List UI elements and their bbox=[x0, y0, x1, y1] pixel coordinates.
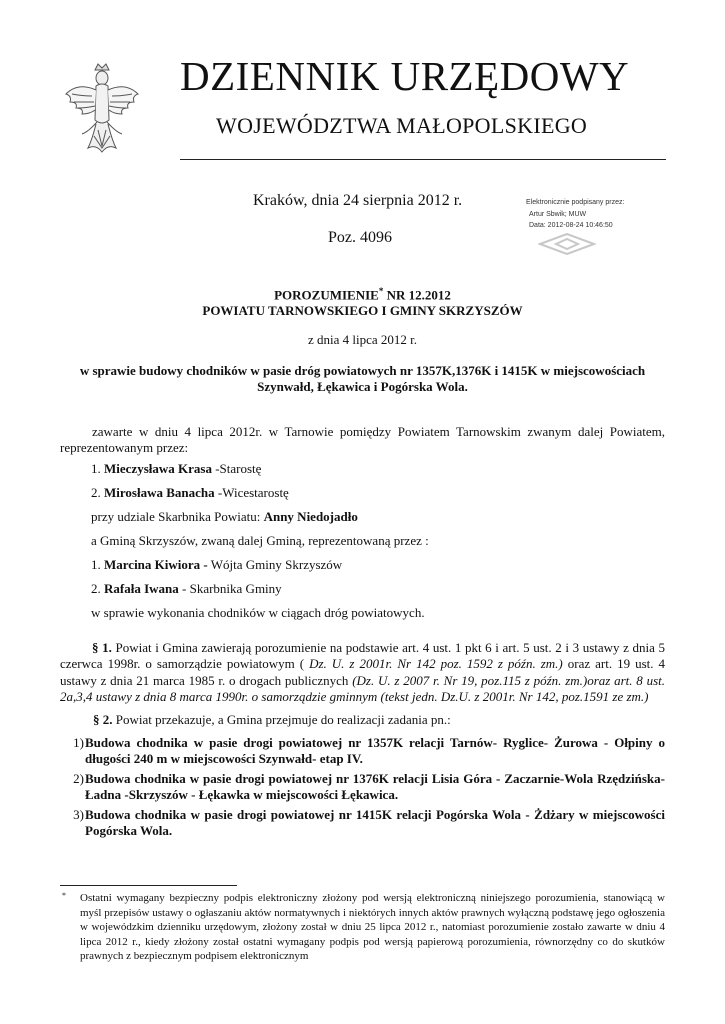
document-date: z dnia 4 lipca 2012 r. bbox=[307, 332, 418, 347]
gmina-representative-1: 1. Marcina Kiwiora - Wójta Gminy Skrzyszów bbox=[91, 557, 343, 572]
footnote-text: Ostatni wymagany bezpieczny podpis elektroniczny złożony pod wersją elektroniczną niniejszego porozumienia, stanowiącą w myśl przepisów ustawy o ogłaszaniu aktów normatywnych i niektórych innych aktów prawnych wyłączną podstawę jego ogłoszenia w wojewódzkim dzienniku urzędowym, złożony został w dniu 25 lipca 2012 r., natomiast porozumienie zostało zawarte w dniu 4 lipca 2012 r., kiedy złożony został ostatni wymagany podpis pod wersją papierową porozumienia, równorzędny co do skutków prawnych z bezpiecznym podpisem elektronicznym bbox=[80, 892, 665, 963]
signature-line-1: Elektronicznie podpisany przez: bbox=[526, 199, 625, 206]
powiat-representative-2: 2. Mirosława Banacha -Wicestarostę bbox=[91, 485, 289, 500]
gmina-line: a Gminą Skrzyszów, zwaną dalej Gminą, reprezentowaną przez : bbox=[91, 533, 429, 548]
task-text: Budowa chodnika w pasie drogi powiatowej nr 1357K relacji Tarnów- Ryglice- Żurowa - Ołpiny o długości 240 m w miejscowości Szynwałd- etap IV. bbox=[85, 735, 665, 767]
task-item-2 bbox=[60, 771, 665, 804]
position-number: Poz. 4096 bbox=[328, 229, 392, 246]
task-text: Budowa chodnika w pasie drogi powiatowej nr 1376K relacji Lisia Góra - Zaczarnie-Wola Rzędzińska-Ładna -Skrzyszów - Łękawka w miejscowości Łękawica. bbox=[85, 771, 665, 803]
task-item-1 bbox=[60, 735, 665, 768]
footnote-marker: * bbox=[62, 891, 66, 900]
task-item-3 bbox=[60, 807, 665, 840]
task-number: 1) bbox=[73, 735, 84, 750]
task-text: Budowa chodnika w pasie drogi powiatowej nr 1415K relacji Pogórska Wola - Żdżary w miejscowości Pogórska Wola. bbox=[85, 807, 665, 839]
journal-title: DZIENNIK URZĘDOWY bbox=[180, 53, 630, 99]
journal-subtitle: WOJEWÓDZTWA MAŁOPOLSKIEGO bbox=[216, 113, 588, 138]
task-number: 2) bbox=[73, 771, 84, 786]
issue-date: Kraków, dnia 24 sierpnia 2012 r. bbox=[253, 192, 463, 209]
header-divider bbox=[180, 159, 666, 160]
signature-line-2: Artur Sbwik; MUW bbox=[529, 210, 587, 218]
footnote-marker: * bbox=[378, 286, 384, 296]
gmina-representative-2: 2. Rafała Iwana - Skarbnika Gminy bbox=[91, 581, 282, 596]
treasurer-line: przy udziale Skarbnika Powiatu: Anny Niedojadło bbox=[91, 509, 358, 524]
electronic-signature-block bbox=[526, 197, 624, 232]
eagle-emblem-icon bbox=[62, 60, 142, 160]
signature-stamp-icon bbox=[538, 233, 596, 255]
document-title: POROZUMIENIE* NR 12.2012 POWIATU TARNOWSKIEGO I GMINY SKRZYSZÓW bbox=[202, 286, 523, 319]
powiat-representative-1: 1. Mieczysława Krasa -Starostę bbox=[91, 461, 262, 476]
document-subject: w sprawie budowy chodników w pasie dróg powiatowych nr 1357K,1376K i 1415K w miejscowościach Szynwałd, Łękawica i Pogórska Wola. bbox=[79, 363, 646, 394]
task-number: 3) bbox=[73, 807, 84, 822]
section-1-paragraph: § 1. Powiat i Gmina zawierają porozumienie na podstawie art. 4 ust. 1 pkt 6 i art. 5 ust. 2 i 3 ustawy z dnia 5 czerwca 1998r. o samorządzie powiatowym ( Dz. U. z 2001r. Nr 142 poz. 1592 z późn. zm.) oraz art. 19 ust. 4 ustawy z dnia 21 marca 1985 r. o drogach publicznych (Dz. U. z 2007 r. Nr 19, poz.115 z późn. zm.)oraz art. 8 ust. 2a,3,4 ustawy z dnia 8 marca 1990r. o samorządzie gminnym (tekst jedn. Dz.U. z 2001r. Nr 142, poz.1591 ze zm.) bbox=[60, 640, 666, 704]
footnote-divider bbox=[60, 885, 237, 886]
footnote bbox=[60, 891, 665, 964]
intro-paragraph: zawarte w dniu 4 lipca 2012r. w Tarnowie pomiędzy Powiatem Tarnowskim zwanym dalej Powiatem, reprezentowanym przez: bbox=[60, 424, 665, 456]
signature-line-3: Data: 2012-08-24 10:46:50 bbox=[529, 222, 613, 229]
section-2-paragraph: § 2. Powiat przekazuje, a Gmina przejmuje do realizacji zadania pn.: bbox=[93, 712, 451, 727]
purpose-line: w sprawie wykonania chodników w ciągach dróg powiatowych. bbox=[91, 605, 425, 620]
